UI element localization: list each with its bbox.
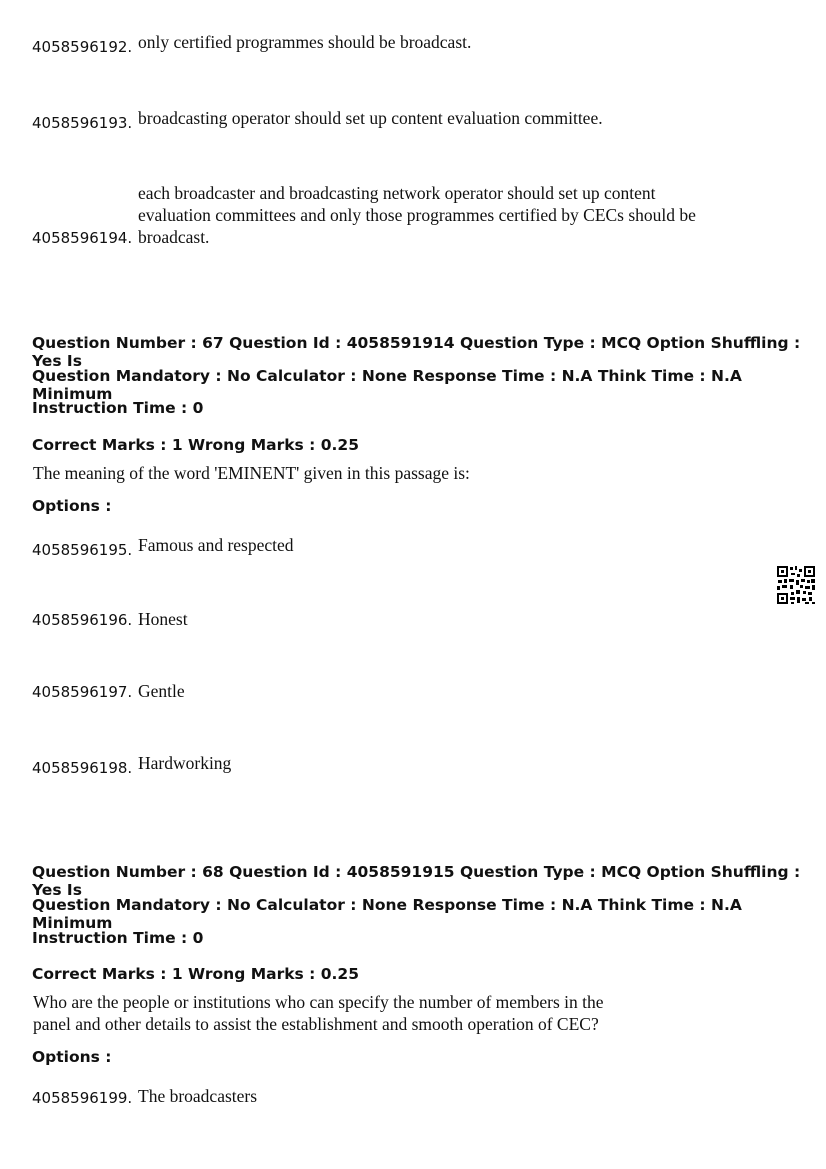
question-text-line: panel and other details to assist the establishment and smooth operation of CEC? bbox=[33, 1014, 599, 1034]
option-id: 4058596197. bbox=[32, 683, 133, 701]
question-header-line: Instruction Time : 0 bbox=[32, 399, 204, 417]
options-label: Options : bbox=[32, 497, 112, 515]
option-id: 4058596195. bbox=[32, 541, 133, 559]
question-header-line: Question Number : 68 Question Id : 4058591915 Question Type : MCQ Option Shuffling : Yes Is bbox=[32, 863, 801, 899]
question-header-line: Instruction Time : 0 bbox=[32, 929, 204, 947]
marks-line: Correct Marks : 1 Wrong Marks : 0.25 bbox=[32, 965, 359, 983]
marks-line: Correct Marks : 1 Wrong Marks : 0.25 bbox=[32, 436, 359, 454]
options-label: Options : bbox=[32, 1048, 112, 1066]
option-id: 4058596192. bbox=[32, 38, 133, 56]
option-text-line: evaluation committees and only those programmes certified by CECs should be bbox=[138, 205, 696, 225]
option-id: 4058596193. bbox=[32, 114, 133, 132]
option-id: 4058596198. bbox=[32, 759, 133, 777]
option-text-line: broadcast. bbox=[138, 227, 210, 247]
option-id: 4058596194. bbox=[32, 229, 133, 247]
option-text-line: each broadcaster and broadcasting network operator should set up content bbox=[138, 183, 656, 203]
question-header-line: Question Mandatory : No Calculator : None Response Time : N.A Think Time : N.A Minimum bbox=[32, 367, 742, 403]
option-text: broadcasting operator should set up content evaluation committee. bbox=[138, 108, 603, 128]
option-text: Hardworking bbox=[138, 753, 232, 773]
question-text-line: Who are the people or institutions who can specify the number of members in the bbox=[33, 992, 604, 1012]
question-header-line: Question Number : 67 Question Id : 4058591914 Question Type : MCQ Option Shuffling : Yes Is bbox=[32, 334, 801, 370]
qr-code-icon bbox=[776, 565, 816, 605]
question-text: The meaning of the word 'EMINENT' given in this passage is: bbox=[33, 463, 470, 483]
question-header-line: Question Mandatory : No Calculator : None Response Time : N.A Think Time : N.A Minimum bbox=[32, 896, 742, 932]
option-text: Famous and respected bbox=[138, 535, 294, 555]
option-text: Gentle bbox=[138, 681, 185, 701]
option-text: Honest bbox=[138, 609, 188, 629]
option-id: 4058596199. bbox=[32, 1089, 133, 1107]
option-text: only certified programmes should be broadcast. bbox=[138, 32, 472, 52]
option-id: 4058596196. bbox=[32, 611, 133, 629]
option-text: The broadcasters bbox=[138, 1086, 258, 1106]
